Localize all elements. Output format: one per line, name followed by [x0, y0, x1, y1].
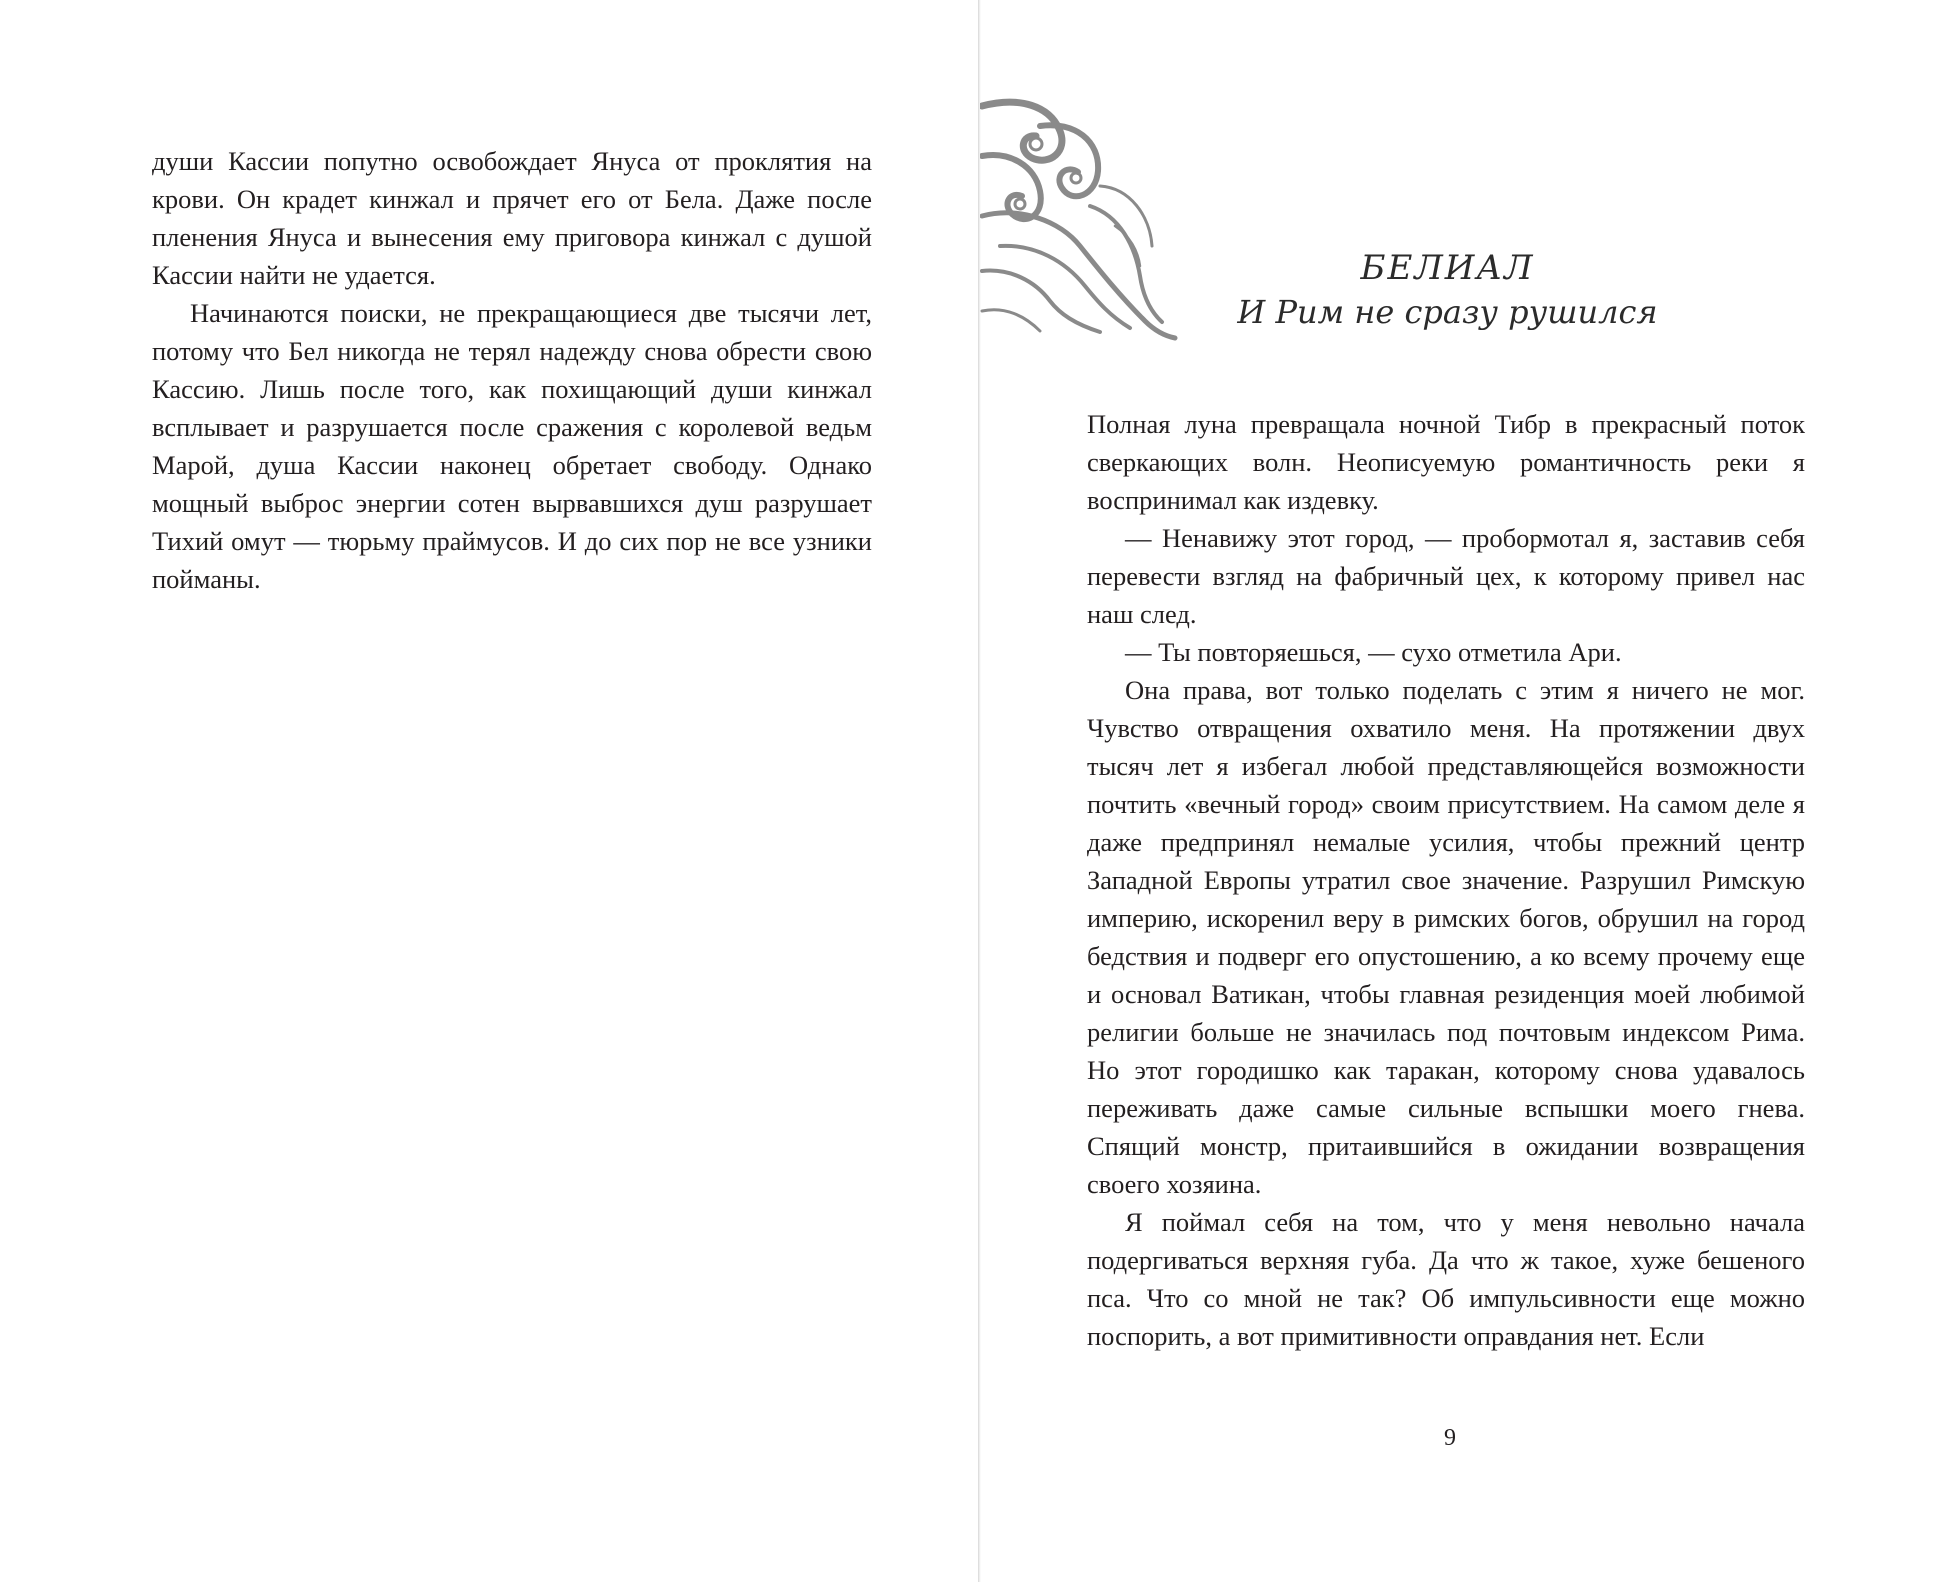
- paragraph: — Ты повторяешься, — сухо отметила Ари.: [1125, 637, 1622, 667]
- right-page-text: [1087, 405, 1805, 1355]
- paragraph: Я поймал себя на том, что у меня невольно начала подергиваться верхняя губа. Да что ж такое, хуже бешеного пса. Что со мной не так? Об импульсивности еще можно поспорить, а вот примитивности оправдания нет. Если: [1087, 1207, 1805, 1351]
- chapter-title: БЕЛИАЛ: [1360, 248, 1535, 288]
- paragraph: Полная луна превращала ночной Тибр в прекрасный поток сверкающих волн. Неописуемую романтичность реки я воспринимал как издевку.: [1087, 409, 1805, 515]
- chapter-subtitle: И Рим не сразу рушился: [1237, 293, 1658, 331]
- flourish-ornament-icon: [980, 96, 1180, 346]
- paragraph: Начинаются поиски, не прекращающиеся две тысячи лет, потому что Бел никогда не терял надежду снова обрести свою Кассию. Лишь после того, как похищающий души кинжал всплывает и разрушается после сражения с королевой ведьм Марой, душа Кассии наконец обретает свободу. Однако мощный выброс энергии сотен вырвавшихся душ разрушает Тихий омут — тюрьму праймусов. И до сих пор не все узники пойманы.: [152, 298, 872, 594]
- page-number: 9: [1444, 1425, 1456, 1451]
- chapter-heading: [1190, 246, 1705, 334]
- left-page-text: [152, 142, 872, 598]
- paragraph: — Ненавижу этот город, — пробормотал я, заставив себя перевести взгляд на фабричный цех, к которому привел нас наш след.: [1087, 523, 1805, 629]
- paragraph: души Кассии попутно освобождает Януса от проклятия на крови. Он крадет кинжал и прячет его от Бела. Даже после пленения Януса и вынесения ему приговора кинжал с душой Кассии найти не удается.: [152, 146, 872, 290]
- paragraph: Она права, вот только поделать с этим я ничего не мог. Чувство отвращения охватило меня. На протяжении двух тысяч лет я избегал любой представляющейся возможности почтить «вечный город» своим присутствием. На самом деле я даже предпринял немалые усилия, чтобы прежний центр Западной Европы утратил свое значение. Разрушил Римскую империю, искоренил веру в римских богов, обрушил на город бедствия и подверг его опустошению, а ко всему прочему еще и основал Ватикан, чтобы главная резиденция моей любимой религии больше не значилась под почтовым индексом Рима. Но этот городишко как таракан, которому снова удавалось переживать даже самые сильные вспышки моего гнева. Спящий монстр, притаившийся в ожидании возвращения своего хозяина.: [1087, 675, 1805, 1199]
